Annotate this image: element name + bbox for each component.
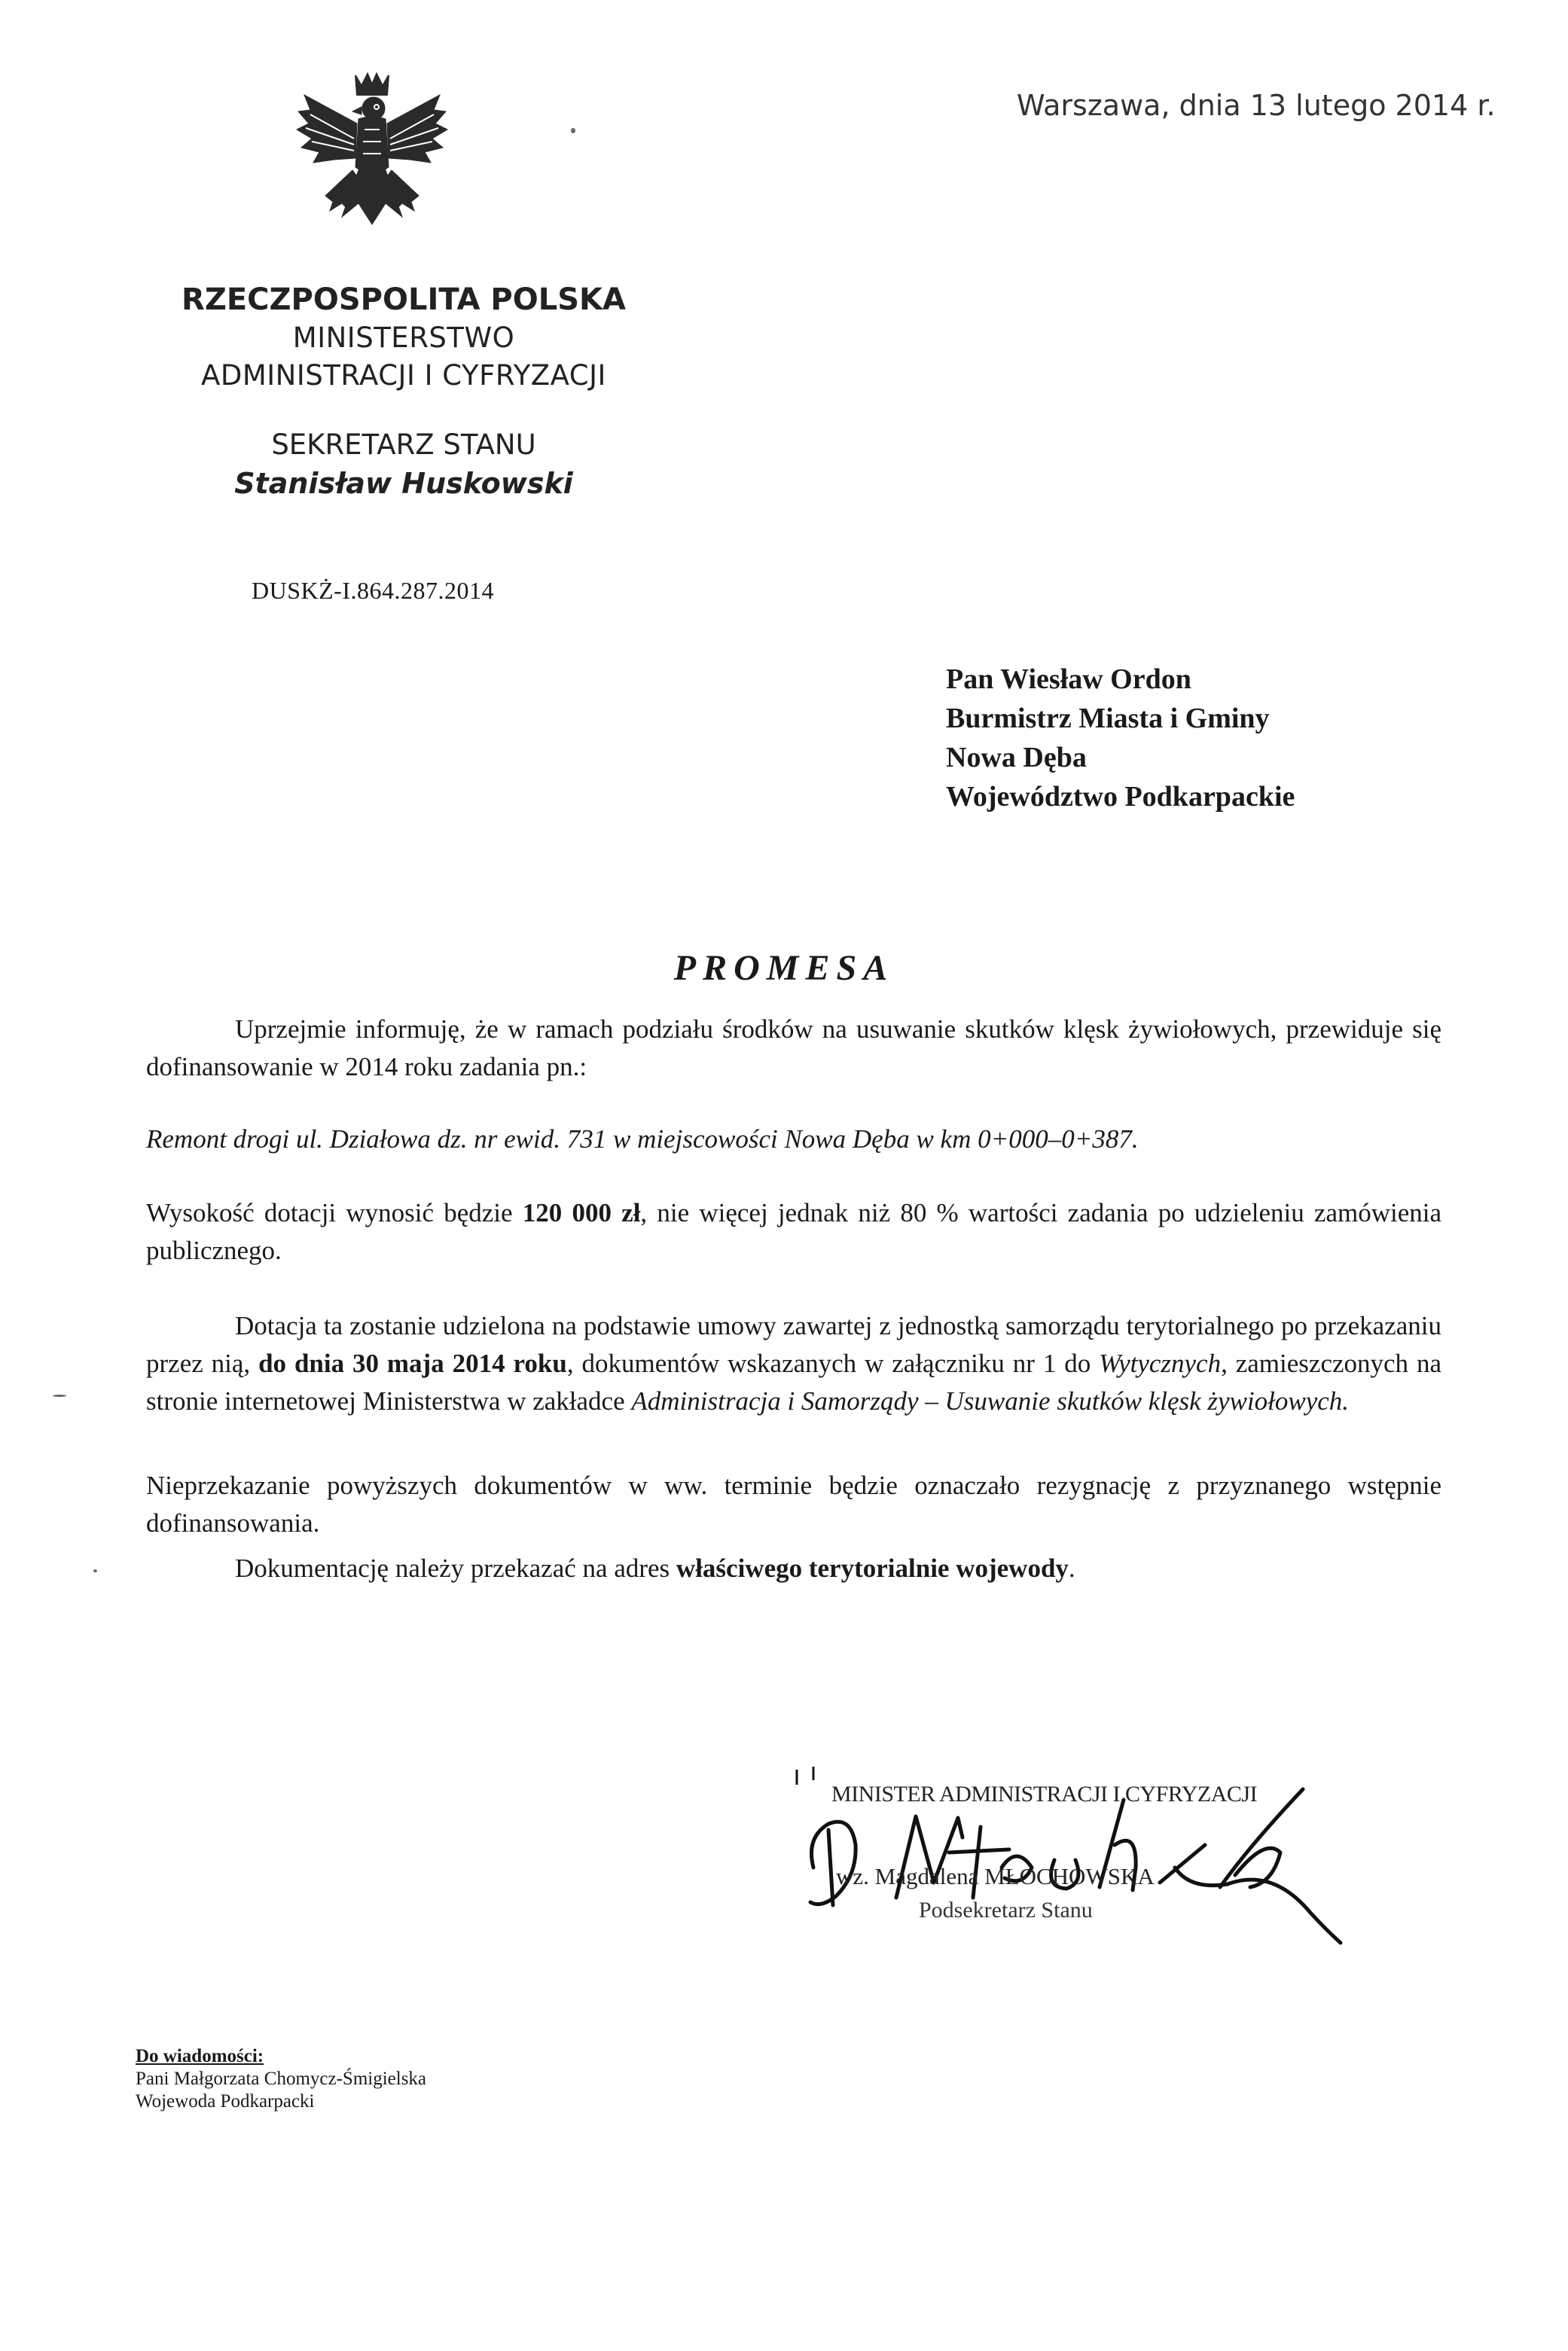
place-date: Warszawa, dnia 13 lutego 2014 r. xyxy=(1017,89,1496,122)
grant-amount: 120 000 zł xyxy=(522,1198,641,1227)
scan-mark xyxy=(53,1395,66,1397)
country-name: RZECZPOSPOLITA POLSKA xyxy=(182,282,626,317)
conditions-text-a: Dotacja ta zostanie udzielona na podstawie umowy zawartej z jednostką samorządu terytorialnego po przekazaniu przez nią, xyxy=(146,1311,1441,1378)
conditions-text-b: , dokumentów wskazanych w załączniku nr 1 do xyxy=(566,1349,1100,1378)
task-name: Remont drogi ul. Działowa dz. nr ewid. 731 w miejscowości Nowa Dęba w km 0+000–0+387. xyxy=(146,1124,1139,1154)
paragraph-amount xyxy=(146,1194,1441,1270)
recipient-town: Nowa Dęba xyxy=(946,742,1087,773)
official-name: Stanisław Huskowski xyxy=(234,467,573,500)
signer-role: Podsekretarz Stanu xyxy=(919,1898,1093,1923)
paragraph-conditions xyxy=(146,1307,1441,1420)
paragraph-intro: Uprzejmie informuję, że w ramach podziału środków na usuwanie skutków klęsk żywiołowych, przewiduje się dofinansowanie w 2014 roku zadania pn.: xyxy=(146,1014,1441,1081)
cc-line-2: Wojewoda Podkarpacki xyxy=(136,2091,315,2112)
signer-name: wz. Magdalena MŁOCHOWSKA xyxy=(836,1863,1155,1889)
recipient-name: Pan Wiesław Ordon xyxy=(946,663,1191,695)
amount-text-a: Wysokość dotacji wynosić będzie xyxy=(146,1198,523,1227)
scan-speck xyxy=(93,1569,97,1572)
letterhead xyxy=(178,280,630,503)
website-tab-name: Administracja i Samorządy – Usuwanie skutków klęsk żywiołowych. xyxy=(631,1386,1350,1416)
ministry-line-1: MINISTERSTWO xyxy=(292,322,515,354)
recipient-block xyxy=(946,660,1295,816)
cc-label: Do wiadomości: xyxy=(136,2046,264,2066)
ministry-line-2: ADMINISTRACJI I CYFRYZACJI xyxy=(201,359,606,392)
paragraph-address xyxy=(146,1550,1441,1587)
address-text-b: . xyxy=(1068,1554,1075,1583)
address-text-a: Dokumentację należy przekazać na adres xyxy=(235,1554,676,1583)
document-title: PROMESA xyxy=(673,948,895,988)
deadline: do dnia 30 maja 2014 roku xyxy=(258,1349,567,1378)
recipient-region: Województwo Podkarpackie xyxy=(946,781,1295,813)
conditions-text-c: , zamieszczonych na stronie internetowej Ministerstwa w zakładce xyxy=(146,1349,1441,1416)
recipient-position: Burmistrz Miasta i Gminy xyxy=(946,703,1270,734)
cc-line-1: Pani Małgorzata Chomycz-Śmigielska xyxy=(136,2069,427,2089)
polish-eagle-emblem-icon xyxy=(289,69,455,241)
reference-number: DUSKŻ-I.864.287.2014 xyxy=(252,577,494,604)
paragraph-consequence: Nieprzekazanie powyższych dokumentów w ww. terminie będzie oznaczało rezygnację z przyznanego wstępnie dofinansowania. xyxy=(146,1471,1441,1538)
scan-speck xyxy=(571,128,575,133)
cc-block xyxy=(136,2045,426,2113)
guidelines-name: Wytycznych xyxy=(1099,1349,1222,1378)
office-title: SEKRETARZ STANU xyxy=(271,428,536,461)
amount-text-b: , nie więcej jednak niż 80 % wartości zadania po udzieleniu zamówienia publicznego. xyxy=(146,1198,1441,1265)
stamp-title: MINISTER ADMINISTRACJI I CYFRYZACJI xyxy=(831,1782,1258,1807)
address-target: właściwego terytorialnie wojewody xyxy=(676,1554,1069,1583)
